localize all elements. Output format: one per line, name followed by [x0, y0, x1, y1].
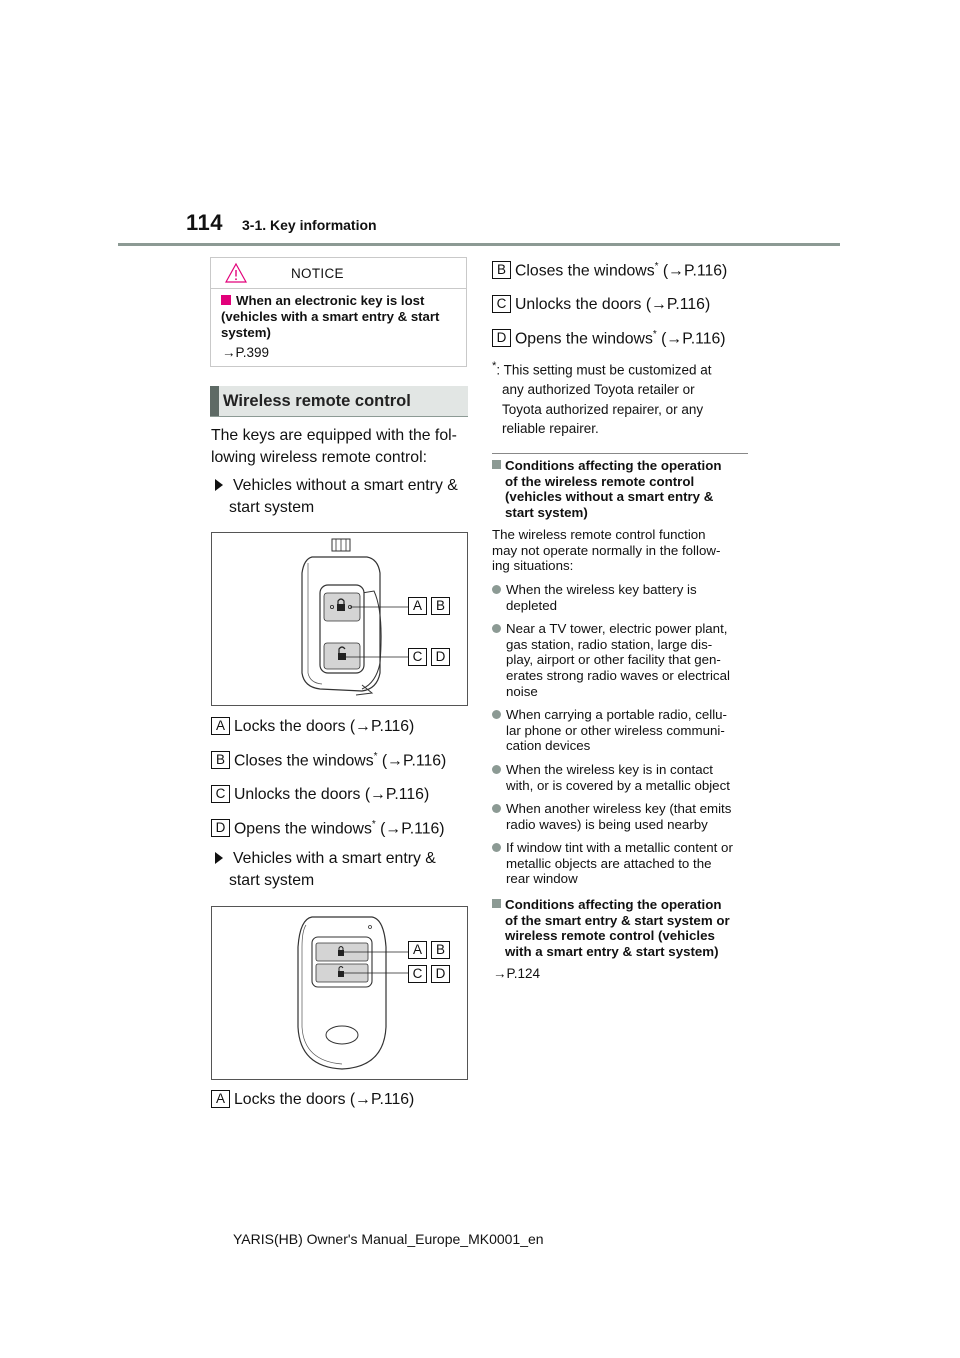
conditions-reference: →P.124 [493, 966, 541, 981]
list-item: C Unlocks the doors (→P.116) [492, 295, 710, 314]
flip-key-figure [211, 532, 468, 706]
list-item: Near a TV tower, electric power plant, gas station, radio station, large dis- play, airport or other facility that gen- erates strong radio waves or electrical noise [492, 621, 754, 700]
figure-label-c: C [408, 648, 427, 666]
section-title: 3-1. Key information [242, 217, 377, 233]
figure-label-c: C [408, 965, 427, 983]
list-item: B Closes the windows* (→P.116) [492, 261, 727, 280]
header-rule [118, 243, 840, 246]
heading-accent-bar [210, 386, 219, 416]
list-item: When another wireless key (that emits radio waves) is being used nearby [492, 801, 754, 832]
wireless-remote-heading [210, 386, 468, 417]
list-item: A Locks the doors (→P.116) [211, 717, 414, 736]
warning-icon [225, 262, 247, 284]
conditions-intro: The wireless remote control function may not operate normally in the follow- ing situations: [492, 527, 721, 574]
figure-label-a: A [408, 941, 427, 959]
list-item: When the wireless key is in contact with, or is covered by a metallic object [492, 762, 754, 793]
notice-reference: →P.399 [222, 345, 270, 360]
notice-header [211, 258, 466, 289]
page-number: 114 [186, 210, 223, 235]
intro-line-2: lowing wireless remote control: [211, 449, 427, 466]
notice-bullet-square [221, 295, 231, 305]
heading-text: Wireless remote control [223, 392, 411, 410]
bullet-dot [492, 765, 501, 774]
conditions-heading-1: Conditions affecting the operation of the wireless remote control (vehicles without a smart entry & start system) [492, 458, 752, 521]
notice-heading: When an electronic key is lost (vehicles with a smart entry & start system) [221, 293, 440, 340]
flip-key-illustration [212, 533, 467, 705]
notice-box [210, 257, 467, 367]
gray-square-bullet [492, 899, 501, 908]
without-smart-title: Vehicles without a smart entry & [215, 475, 458, 497]
list-item: When the wireless key battery is depleted [492, 582, 754, 613]
bullet-dot [492, 843, 501, 852]
list-item: When carrying a portable radio, cellu- lar phone or other wireless communi- cation devices [492, 707, 754, 754]
smart-key-illustration [212, 907, 467, 1079]
bullet-dot [492, 804, 501, 813]
conditions-heading-2: Conditions affecting the operation of the smart entry & start system or wireless remote control (vehicles with a smart entry & start system) [492, 897, 754, 960]
with-smart-title: Vehicles with a smart entry & [215, 848, 436, 870]
list-item: B Closes the windows* (→P.116) [211, 751, 446, 770]
smart-key-figure [211, 906, 468, 1080]
bullet-dot [492, 585, 501, 594]
with-smart-title-2: start system [229, 872, 315, 889]
page-footer: YARIS(HB) Owner's Manual_Europe_MK0001_en [233, 1231, 544, 1247]
gray-square-bullet [492, 460, 501, 469]
asterisk-note: *: This setting must be customized at any authorized Toyota retailer or Toyota authorized repairer, or any reliable repairer. [492, 360, 712, 436]
figure-label-a: A [408, 597, 427, 615]
triangle-bullet-icon [215, 479, 223, 491]
list-item: D Opens the windows* (→P.116) [492, 329, 726, 348]
intro-line-1: The keys are equipped with the fol- [211, 427, 457, 444]
bullet-dot [492, 710, 501, 719]
without-smart-title-2: start system [229, 499, 315, 516]
figure-label-d: D [431, 648, 450, 666]
list-item: A Locks the doors (→P.116) [211, 1090, 414, 1109]
list-item: If window tint with a metallic content or metallic objects are attached to the rear window [492, 840, 754, 887]
figure-label-b: B [431, 597, 450, 615]
divider-line [492, 453, 748, 454]
notice-title: NOTICE [291, 266, 344, 281]
list-item: C Unlocks the doors (→P.116) [211, 785, 429, 804]
figure-label-b: B [431, 941, 450, 959]
bullet-dot [492, 624, 501, 633]
figure-label-d: D [431, 965, 450, 983]
list-item: D Opens the windows* (→P.116) [211, 819, 445, 838]
triangle-bullet-icon [215, 852, 223, 864]
